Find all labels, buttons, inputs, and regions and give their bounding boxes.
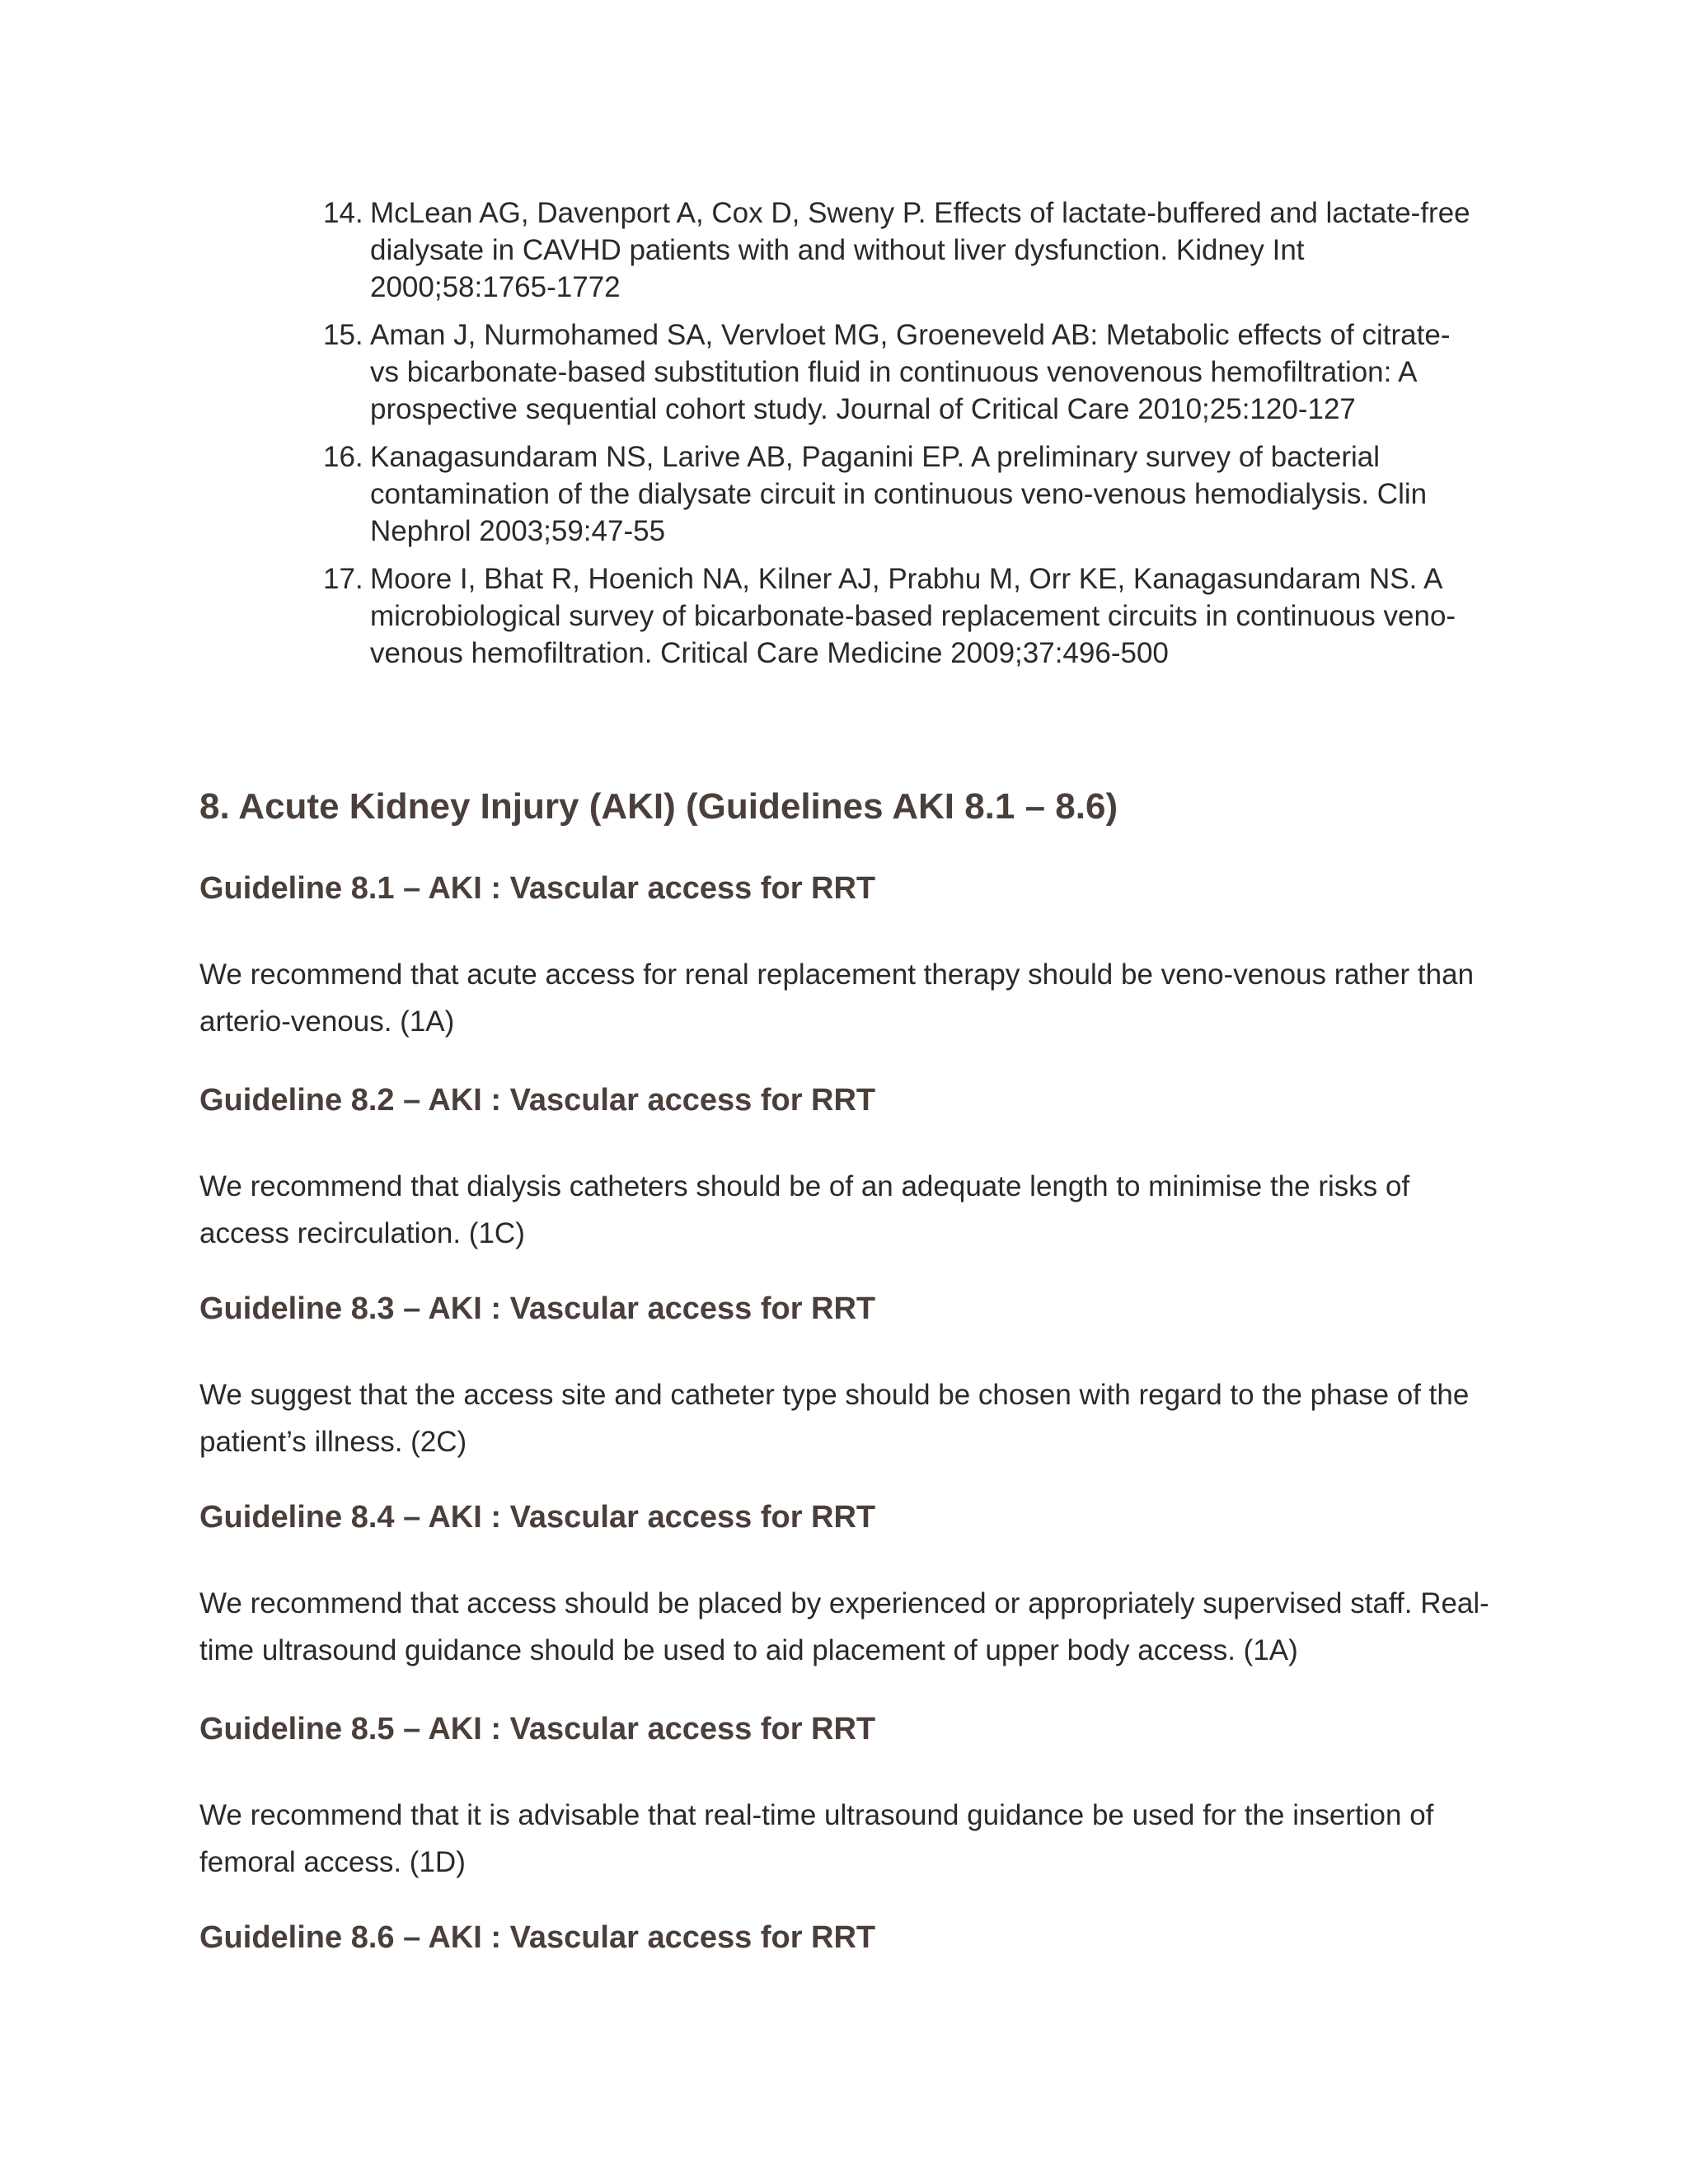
guideline-heading: Guideline 8.5 – AKI : Vascular access for RRT xyxy=(199,1712,876,1746)
guideline-heading: Guideline 8.4 – AKI : Vascular access for RRT xyxy=(199,1500,876,1535)
reference-text: Moore I, Bhat R, Hoenich NA, Kilner AJ, Prabhu M, Orr KE, Kanagasundaram NS. A microbiological survey of bicarbonate-based replacement circuits in continuous veno-venous hemofiltration. Critical Care Medicine 2009;37:496-500 xyxy=(370,563,1456,669)
guideline-8-3 xyxy=(199,1289,1502,1465)
reference-text: Aman J, Nurmohamed SA, Vervloet MG, Groeneveld AB: Metabolic effects of citrate- vs bicarbonate-based substitution fluid in continuous venovenous hemofiltration: A prospective sequential cohort study. Journal of Critical Care 2010;25:120-127 xyxy=(370,319,1451,425)
guideline-text: We recommend that acute access for renal replacement therapy should be veno-venous rather than arterio-venous. (1A) xyxy=(199,958,1475,1038)
guideline-heading: Guideline 8.2 – AKI : Vascular access for RRT xyxy=(199,1083,876,1118)
reference-number: 15. xyxy=(323,319,363,351)
guideline-text: We recommend that it is advisable that real-time ultrasound guidance be used for the insertion of femoral access. (1D) xyxy=(199,1799,1434,1878)
reference-text: Kanagasundaram NS, Larive AB, Paganini EP. A preliminary survey of bacterial contamination of the dialysate circuit in continuous veno-venous hemodialysis. Clin Nephrol 2003;59:47-55 xyxy=(370,441,1428,547)
guideline-8-6 xyxy=(199,1918,1502,1957)
reference-number: 17. xyxy=(323,563,363,595)
guideline-heading: Guideline 8.1 – AKI : Vascular access for RRT xyxy=(199,871,876,906)
guideline-heading: Guideline 8.3 – AKI : Vascular access for RRT xyxy=(199,1291,876,1326)
guideline-text: We recommend that access should be placed by experienced or appropriately supervised staff. Real-time ultrasound guidance should be used to aid placement of upper body access. (1A) xyxy=(199,1587,1489,1666)
guideline-8-1 xyxy=(199,869,1502,1045)
guideline-text: We suggest that the access site and catheter type should be chosen with regard to the phase of the patient’s illness. (2C) xyxy=(199,1379,1470,1458)
guideline-heading: Guideline 8.6 – AKI : Vascular access for RRT xyxy=(199,1920,876,1955)
guideline-8-2 xyxy=(199,1080,1502,1257)
reference-item xyxy=(323,194,1477,306)
reference-number: 14. xyxy=(323,197,363,229)
reference-item xyxy=(323,316,1477,428)
guideline-8-5 xyxy=(199,1709,1502,1886)
reference-item xyxy=(323,560,1477,672)
reference-number: 16. xyxy=(323,441,363,473)
reference-text: McLean AG, Davenport A, Cox D, Sweny P. Effects of lactate-buffered and lactate-free dialysate in CAVHD patients with and without liver dysfunction. Kidney Int 2000;58:1765-1772 xyxy=(370,197,1470,303)
reference-item xyxy=(323,438,1477,550)
guideline-8-4 xyxy=(199,1497,1502,1674)
section-title: 8. Acute Kidney Injury (AKI) (Guidelines AKI 8.1 – 8.6) xyxy=(199,786,1118,827)
guideline-text: We recommend that dialysis catheters should be of an adequate length to minimise the risks of access recirculation. (1C) xyxy=(199,1170,1410,1249)
reference-list xyxy=(323,194,1477,682)
